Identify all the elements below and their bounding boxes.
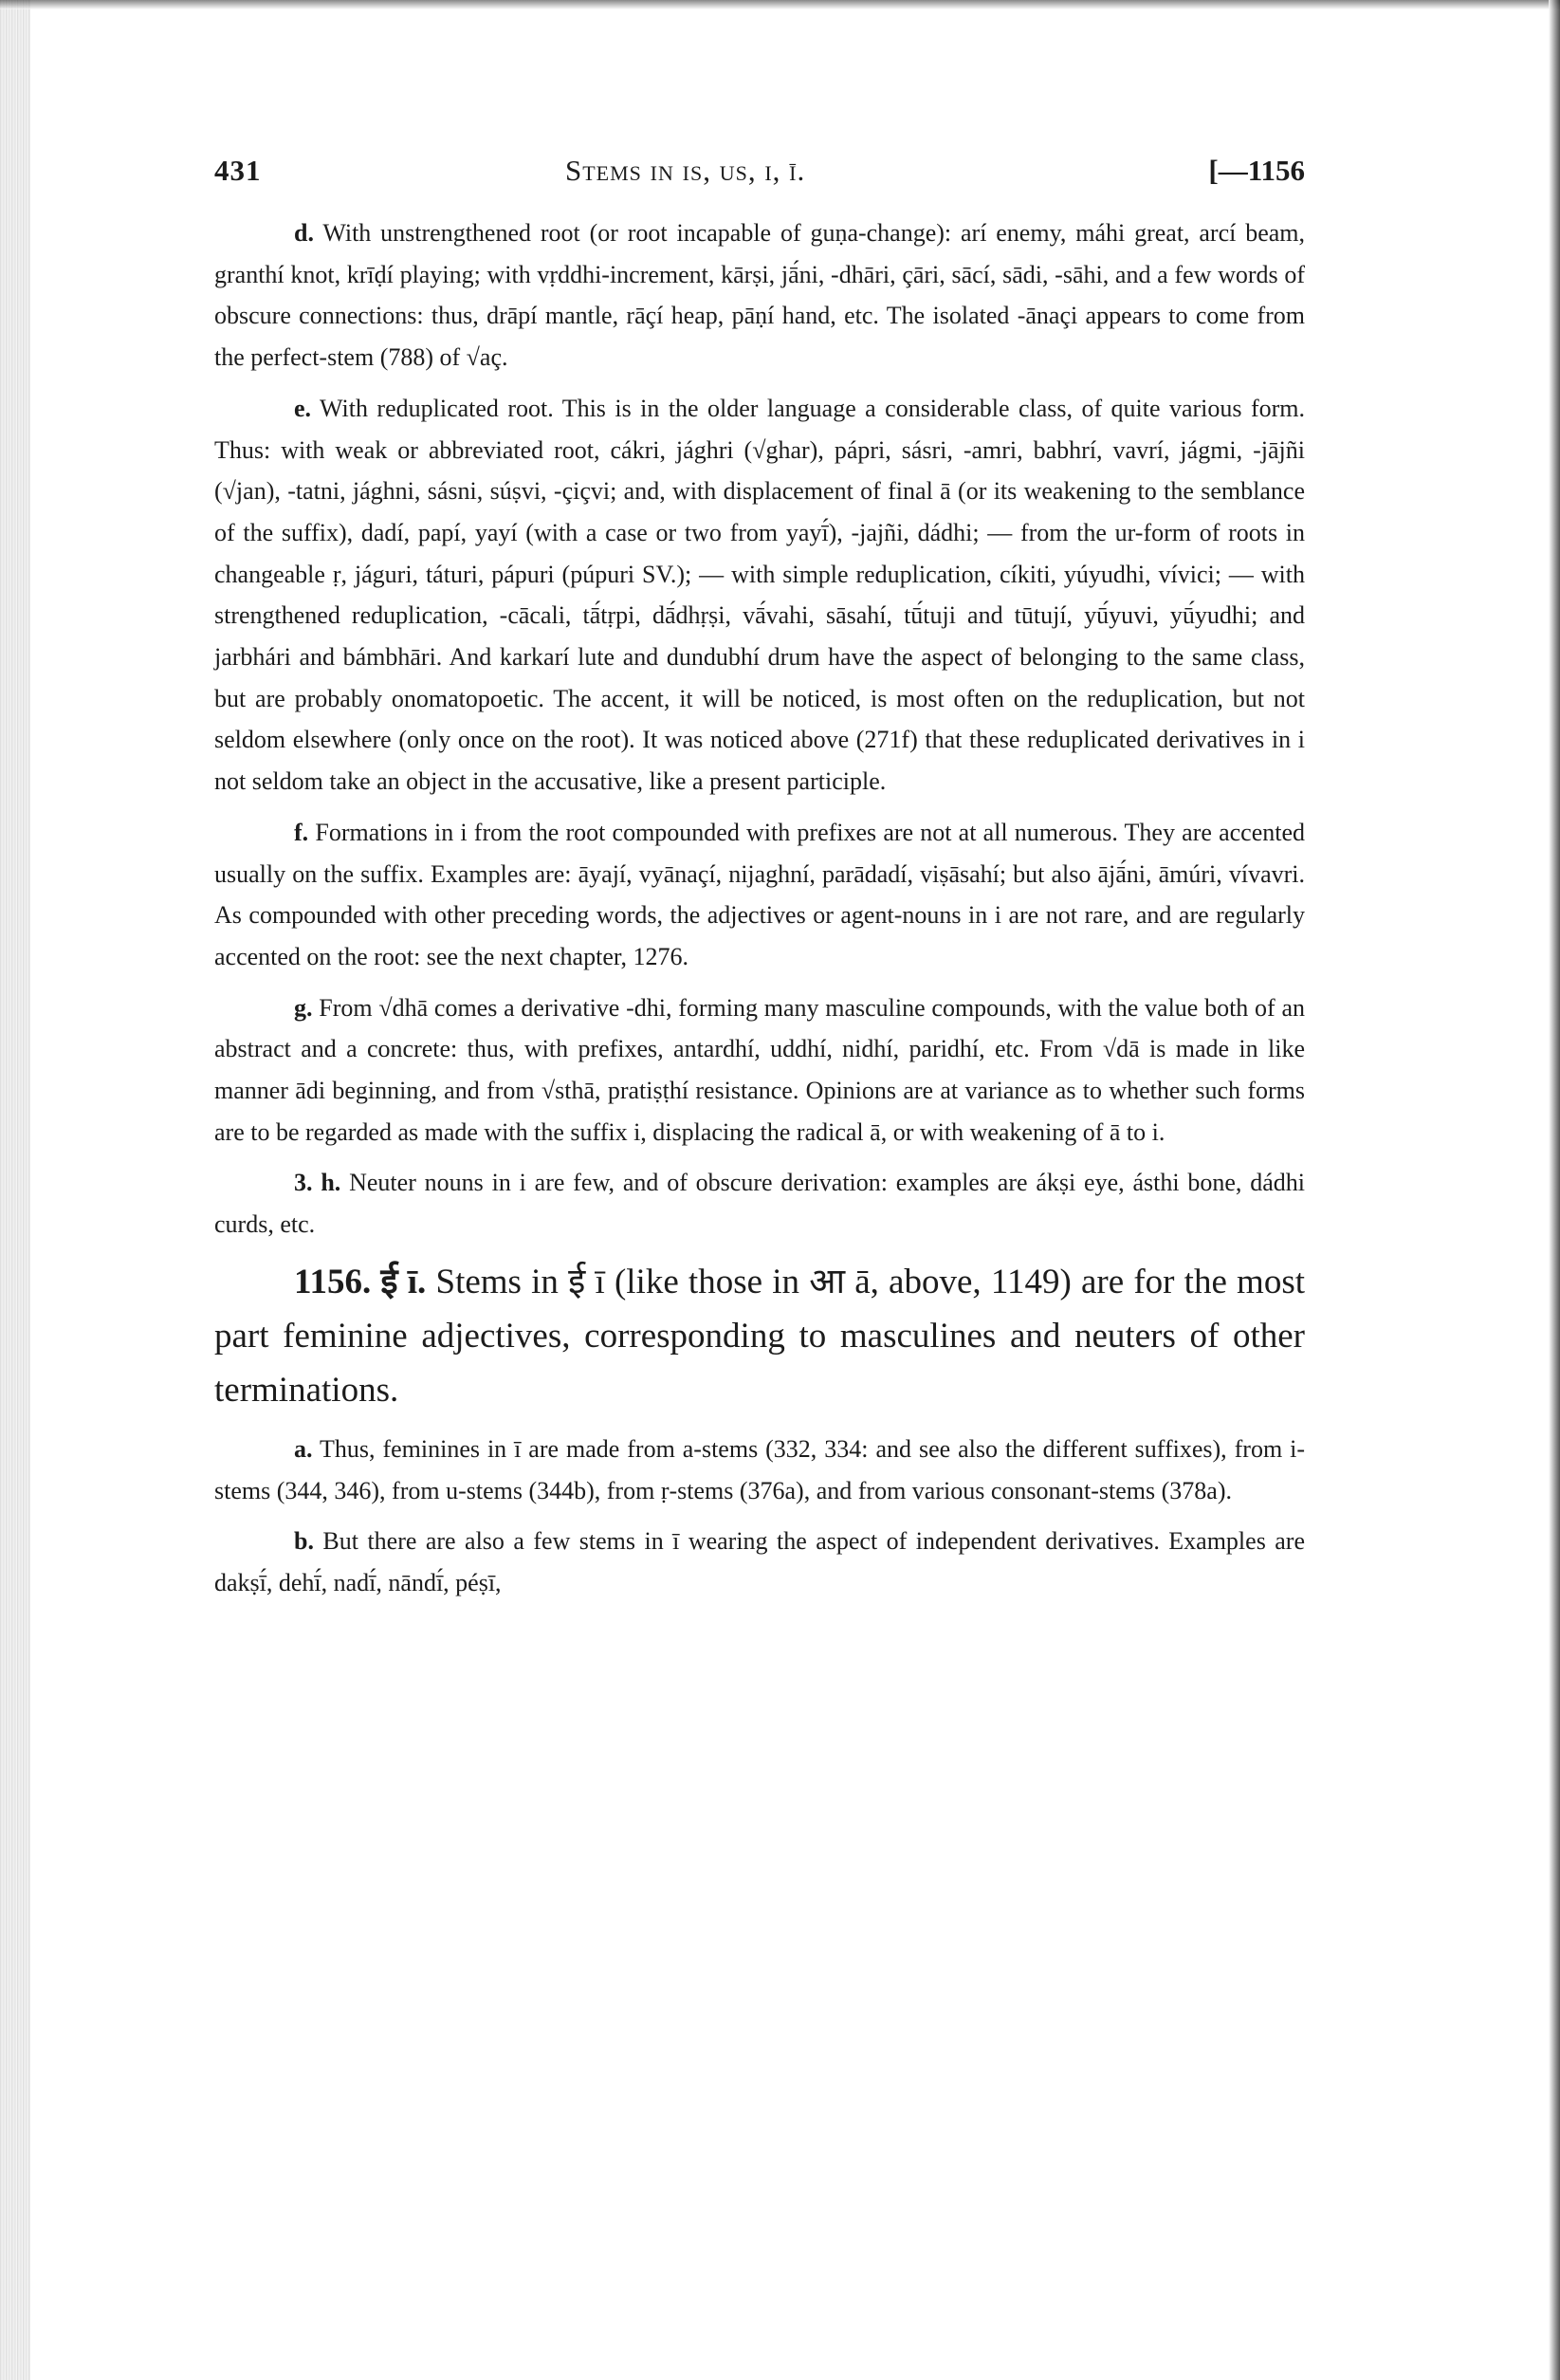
paragraph-d [214,212,1305,378]
paragraph-text: Neuter nouns in i are few, and of obscure derivation: examples are ákṣi eye, ásthi bone, dádhi curds, etc. [214,1169,1306,1239]
paragraph-g [214,987,1305,1153]
paragraph-a [214,1429,1305,1511]
section-text: Stems in ई ī (like those in आ ā, above, 1149) are for the most part feminine adjectives, corresponding to masculines and neuters of other terminations. [214,1262,1306,1410]
scan-shadow-left [0,0,30,2380]
paragraph-e [214,388,1305,803]
paragraph-h [214,1162,1305,1245]
book-page [214,142,1305,1614]
paragraph-label: f. [294,818,309,846]
paragraph-text: From √dhā comes a derivative -dhi, forming many masculine compounds, with the value both of an abstract and a concrete: thus, with prefixes, antardhí, uddhí, nidhí, paridhí, etc. From √dā is made in like manner ādi beginning, and from √sthā, pratiṣṭhí resistance. Opinions are at variance as to whether such forms are to be regarded as made with the suffix i, displacing the radical ā, or with weakening of ā to i. [214,993,1306,1146]
paragraph-f [214,812,1305,978]
paragraph-text: But there are also a few stems in ī wearing the aspect of independent derivatives. Examples are dakṣī́, dehī́, nadī́, nāndī́, péṣī, [214,1527,1305,1596]
paragraph-label: d. [294,219,314,247]
paragraph-b [214,1521,1305,1603]
paragraph-label: 3. h. [294,1169,341,1197]
paragraph-text: With unstrengthened root (or root incapable of guṇa-change): arí enemy, máhi great, arcí beam, granthí knot, krīḍí playing; with vṛddhi-increment, kārṣi, jā́ni, -dhāri, çāri, sācí, sādi, -sāhi, and a few words of obscure connections: thus, drāpí mantle, rāçí heap, pāṇí hand, etc. The isolated -ānaçi appears to come from the perfect-stem (788) of √aç. [214,219,1306,372]
scan-shadow-right [1549,0,1560,2380]
page-number: 431 [214,154,262,187]
paragraph-label: e. [294,394,312,422]
paragraph-label: b. [294,1527,314,1556]
paragraph-text: With reduplicated root. This is in the older language a considerable class, of quite various form. Thus: with weak or abbreviated root, cákri, jághri (√ghar), pápri, sásri, -amri, babhrí, vavrí, jágmi, -jājñi (√jan), -tatni, jághni, sásni, súṣvi, -çiçvi; and, with displacement of final ā (or its weakening to the semblance of the suffix), dadí, papí, yayí (with a case or two from yayī́), -jajñi, dádhi; — from the ur-form of roots in changeable ṛ, jáguri, táturi, pápuri (púpuri SV.); — with simple reduplication, cíkiti, yúyudhi, vívici; — with strengthened reduplication, -cācali, tā́tṛpi, dā́dhṛṣi, vā́vahi, sāsahí, tū́tuji and tūtují, yū́yuvi, yū́yudhi; and jarbhári and bámbhāri. And karkarí lute and dundubhí drum have the aspect of belonging to the same class, but are probably onomatopoetic. The accent, it will be noticed, is most often on the reduplication, but not seldom elsewhere (only once on the root). It was noticed above (271f) that these reduplicated derivatives in i not seldom take an object in the accusative, like a present participle. [214,394,1306,796]
scan-shadow-top [0,0,1560,9]
running-header [214,142,1305,199]
paragraph-label: a. [294,1434,313,1463]
paragraph-label: g. [294,993,313,1022]
running-title: Stems in is, us, i, ī. [565,154,806,187]
paragraph-text: Thus, feminines in ī are made from a-stems (332, 334: and see also the different suffixes), from i-stems (344, 346), from u-stems (344b), from ṛ-stems (376a), and from various consonant-stems (378a). [214,1434,1306,1504]
section-label: 1156. ई ī. [294,1262,427,1301]
paragraph-text: Formations in i from the root compounded with prefixes are not at all numerous. They are accented usually on the suffix. Examples are: āyají, vyānaçí, nijaghní, parādadí, viṣāsahí; but also ājā́ni, āmúri, vívavri. As compounded with other preceding words, the adjectives or agent-nouns in i are not rare, and are regularly accented on the root: see the next chapter, 1276. [214,818,1305,970]
section-reference: [—1156 [1208,154,1305,187]
section-1156 [214,1255,1305,1417]
